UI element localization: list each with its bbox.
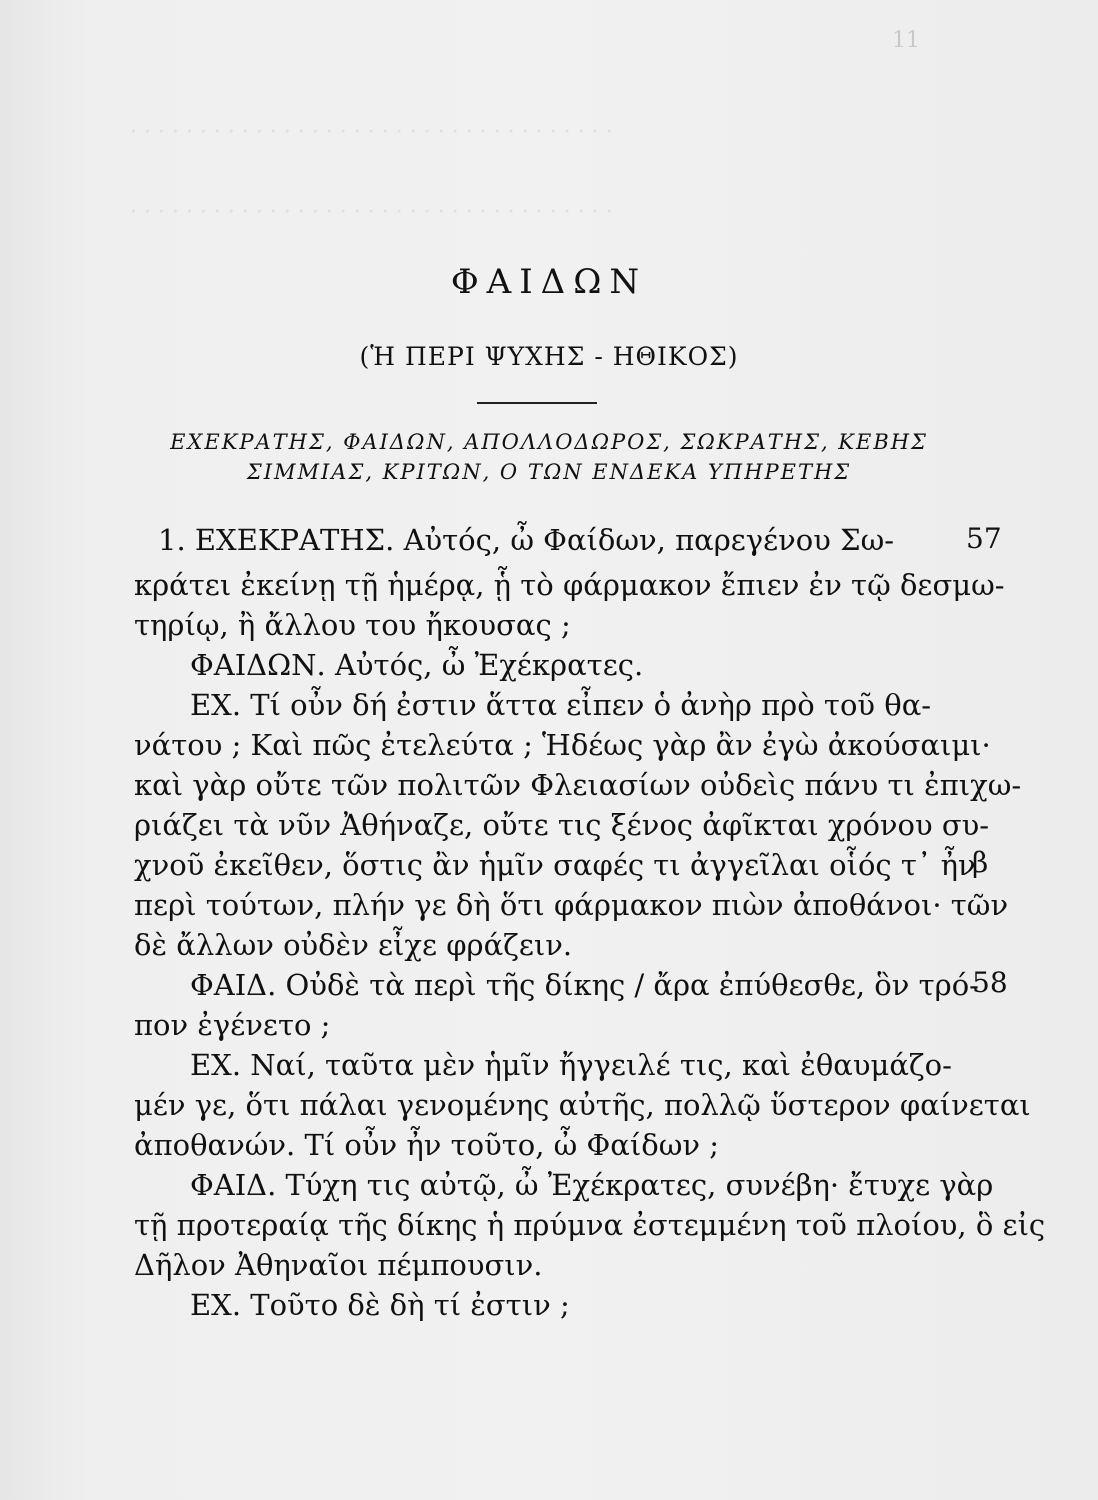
page-subtitle: (Ἡ ΠΕΡΙ ΨΥΧΗΣ - ΗΘΙΚΟΣ) (359, 342, 739, 371)
text-line: ΦΑΙΔ. Τύχη τις αὐτῷ, ὦ Ἐχέκρατες, συνέβη· ἔτυχε γὰρ (190, 1168, 994, 1202)
bleed-through-text: · · · · · · · · · · · · · · · · · · · · · · · · · · · · · · · · · · · (130, 200, 613, 225)
text-line: ριάζει τὰ νῦν Ἀθήναζε, οὔτε τις ξένος ἀφῖκται χρόνου συ- (134, 808, 990, 842)
text-line: καὶ γὰρ οὔτε τῶν πολιτῶν Φλειασίων οὐδεὶς πάνυ τι ἐπιχω- (134, 768, 1022, 802)
text-line: πον ἐγένετο ; (134, 1008, 331, 1042)
text-line: ΕΧ. Ναί, ταῦτα μὲν ἡμῖν ἤγγειλέ τις, καὶ ἐθαυμάζο- (190, 1048, 952, 1082)
text-line: 1. ΕΧΕΚΡΑΤΗΣ. Αὐτός, ὦ Φαίδων, παρεγένου Σω- (158, 523, 895, 557)
margin-section-letter: β (972, 846, 989, 879)
text-line: ΦΑΙΔ. Οὐδὲ τὰ περὶ τῆς δίκης / ἄρα ἐπύθεσθε, ὃν τρό- (190, 968, 979, 1002)
text-line: χνοῦ ἐκεῖθεν, ὅστις ἂν ἡμῖν σαφές τι ἀγγεῖλαι οἷός τ᾽ ἦν (134, 848, 976, 882)
page-number-bleed: 11 (892, 28, 920, 53)
text-line: νάτου ; Καὶ πῶς ἐτελεύτα ; Ἡδέως γὰρ ἂν ἐγὼ ἀκούσαιμι· (134, 728, 991, 762)
text-line: περὶ τούτων, πλήν γε δὴ ὅτι φάρμακον πιὼν ἀποθάνοι· τῶν (134, 888, 1009, 922)
text-line: ΦΑΙΔΩΝ. Αὐτός, ὦ Ἐχέκρατες. (190, 648, 644, 682)
text-line: τῇ προτεραίᾳ τῆς δίκης ἡ πρύμνα ἐστεμμένη τοῦ πλοίου, ὃ εἰς (134, 1208, 1046, 1242)
text-line: τηρίῳ, ἢ ἄλλου του ἤκουσας ; (134, 608, 571, 642)
dramatis-personae-line-1: ΕΧΕΚΡΑΤΗΣ, ΦΑΙΔΩΝ, ΑΠΟΛΛΟΔΩΡΟΣ, ΣΩΚΡΑΤΗΣ, ΚΕΒΗΣ (170, 430, 928, 454)
text-line: μέν γε, ὅτι πάλαι γενομένης αὐτῆς, πολλῷ ὕστερον φαίνεται (134, 1088, 1031, 1122)
text-line: κράτει ἐκείνῃ τῇ ἡμέρᾳ, ᾗ τὸ φάρμακον ἔπιεν ἐν τῷ δεσμω- (134, 568, 1005, 602)
text-line: ἀποθανών. Τί οὖν ἦν τοῦτο, ὦ Φαίδων ; (134, 1128, 719, 1162)
title-rule (477, 402, 597, 404)
text-line: δὲ ἄλλων οὐδὲν εἶχε φράζειν. (134, 928, 573, 962)
text-line: ΕΧ. Τοῦτο δὲ δὴ τί ἐστιν ; (190, 1288, 570, 1322)
bleed-through-text: · · · · · · · · · · · · · · · · · · · · · · · · · · · · · · · · · · · (130, 120, 613, 145)
text-line: ΕΧ. Τί οὖν δή ἐστιν ἅττα εἶπεν ὁ ἀνὴρ πρὸ τοῦ θα- (190, 688, 932, 722)
page-title: ΦΑΙΔΩΝ (450, 262, 648, 302)
margin-stephanus-number: 57 (966, 522, 1002, 555)
text-line: Δῆλον Ἀθηναῖοι πέμπουσιν. (134, 1248, 543, 1282)
margin-stephanus-number: 58 (972, 966, 1008, 999)
dramatis-personae-line-2: ΣΙΜΜΙΑΣ, ΚΡΙΤΩΝ, Ο ΤΩΝ ΕΝΔΕΚΑ ΥΠΗΡΕΤΗΣ (246, 460, 852, 484)
